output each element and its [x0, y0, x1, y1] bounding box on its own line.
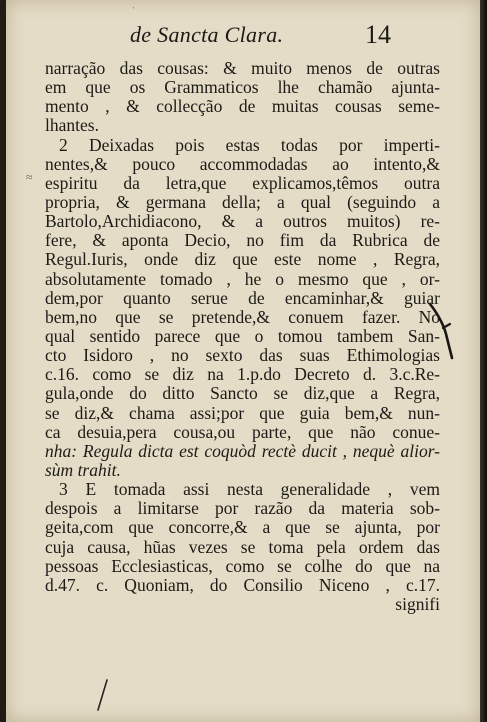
text-line: despois a limitarse por razão da materia sob- — [45, 499, 440, 519]
text-line: nha: Regula dicta est coquòd rectè ducit , nequè alior- — [45, 441, 440, 461]
text-line: absolutamente tomado , he o mesmo que , or- — [45, 269, 440, 289]
text-line: gula,onde do ditto Sancto se diz,que a Regra, — [45, 384, 440, 404]
text-line: em que os Grammaticos lhe chamão ajunta- — [45, 78, 440, 98]
text-line: lhantes. — [45, 116, 99, 136]
text-line: signifi — [395, 594, 440, 614]
text-line: mento , & collecção de muitas cousas seme- — [45, 97, 440, 117]
text-line: pessoas Ecclesiasticas, como se colhe do que na — [45, 556, 440, 576]
text-line: 2 Deixadas pois estas todas por imperti- — [59, 135, 440, 155]
text-line: geita,com que concorre,& a que se ajunta, por — [45, 518, 440, 538]
text-line: nentes,& pouco accommodadas ao intento,& — [45, 154, 440, 174]
right-edge-shadow — [480, 0, 487, 722]
text-line: ca desuia,pera cousa,ou parte, que não conue- — [45, 422, 440, 442]
text-line: c.16. como se diz na 1.p.do Decreto d. 3.c.Re- — [45, 365, 440, 385]
text-line: cuja causa, hũas vezes se toma pela ordem das — [45, 537, 440, 557]
running-title: de Sancta Clara. — [130, 22, 284, 47]
text-line: d.47. c. Quoniam, do Consilio Niceno , c.17. — [45, 575, 440, 595]
text-line: qual sentido parece que o tomou tambem San- — [45, 326, 440, 346]
text-line: se diz,& chama assi;por que guia bem,& nun- — [45, 403, 440, 423]
text-line: propria, & germana della; a qual (seguindo a — [45, 192, 440, 212]
text-line: Regul.Iuris, onde diz que este nome , Regra, — [45, 250, 440, 270]
ink-speck: ˈ — [132, 6, 136, 17]
text-line: espiritu da letra,que explicamos,têmos outra — [45, 173, 440, 193]
margin-mark-icon: ≈ — [26, 170, 33, 184]
text-line: cto Isidoro , no sexto das suas Ethimologias — [45, 346, 440, 366]
text-line: narração das cousas: & muito menos de outras — [45, 59, 440, 78]
body-text — [45, 59, 440, 614]
handwritten-stroke-mark — [95, 678, 111, 712]
page-number: 14 — [365, 20, 391, 49]
text-line: bem,no que se pretende,& conuem fazer. No — [45, 307, 440, 327]
handwritten-bracket-mark — [428, 300, 454, 360]
text-line: 3 E tomada assi nesta generalidade , vem — [59, 480, 440, 500]
text-line: Bartolo,Archidiacono, & a outros muitos) re- — [45, 212, 440, 232]
text-line: dem,por quanto serue de encaminhar,& guiar — [45, 288, 440, 308]
text-line: fere, & aponta Decio, no fim da Rubrica de — [45, 231, 440, 251]
text-line: sùm trahit. — [45, 460, 121, 480]
